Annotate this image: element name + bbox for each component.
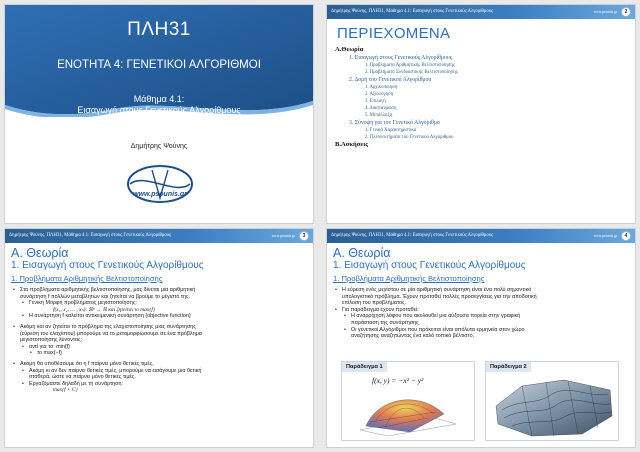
toc-subitem[interactable]: 2. Αξιολόγηση bbox=[365, 92, 394, 97]
bullet-text: • αντί για το: min{f} bbox=[13, 344, 307, 351]
course-title: ΠΛΗ31 bbox=[127, 19, 191, 40]
text-line: Ακόμη κι αν δεν παίρνει θετικές τιμές, μπορούμε να εισάγουμε μια θετική bbox=[29, 367, 202, 374]
toc-subitem[interactable]: 2. Πλεονεκτήματα του Γενετικού Αλγόριθμου bbox=[365, 135, 454, 140]
text-line: Οι γενετικοί Αλγόριθμοι που πρόκειται είναι απόλυτα ερμηνεία στον χώρο bbox=[351, 326, 525, 333]
toc-subitem[interactable]: 5. Μετάλλαξη bbox=[365, 113, 393, 118]
page-number: 4 bbox=[621, 231, 631, 241]
header-author-text: Δημήτρης Ψούνης, ΠΛΗ31, Μάθημα 4.1: Εισαγωγή στους Γενετικούς Αλγορίθμους bbox=[331, 9, 494, 14]
text-line: Η αναρρίχηση λόφου που ακολουθεί μια αύξουσα πορεία στην γραφική bbox=[351, 313, 521, 320]
table-of-contents bbox=[335, 46, 629, 149]
bullet-text bbox=[335, 327, 629, 340]
page-number: 3 bbox=[299, 231, 309, 241]
bullet-text: • H συνάρτηση f καλείται αντικειμενική συνάρτηση (objective function) bbox=[13, 313, 307, 320]
bullet-text: • Γενική Μορφή προβλήματος μεγιστοποίησης: bbox=[13, 300, 307, 307]
bullet-text bbox=[13, 324, 307, 344]
example-1-panel bbox=[341, 361, 475, 441]
slide-title bbox=[4, 4, 314, 224]
lesson-title: Εισαγωγή στους Γενετικούς Αλγορίθμους bbox=[77, 105, 241, 115]
formula: f(x₁, x₂, … , xₙ): ℝⁿ → ℝ και ζητείται το max{f} bbox=[53, 306, 156, 313]
example-2-panel bbox=[485, 361, 619, 441]
header-site: www.psounis.gr bbox=[271, 234, 295, 238]
author-name: Δημήτρης Ψούνης bbox=[130, 143, 188, 150]
toc-subitem[interactable]: 2. Προβλήματα Συνδυαστικής Βελτιστοποίησης bbox=[365, 70, 458, 75]
header-site: www.psounis.gr bbox=[593, 234, 617, 238]
slide-theory-2 bbox=[326, 228, 636, 448]
header-author-text: Δημήτρης Ψούνης, ΠΛΗ31, Μάθημα 4.1: Εισαγωγή στους Γενετικούς Αλγορίθμους bbox=[331, 233, 494, 238]
bullet-text: • Εργαζόμαστε δηλαδή με τη συνάρτηση: bbox=[13, 381, 307, 388]
topic-heading: 1. Προβλήματα Αριθμητικής Βελτιστοποίησης bbox=[333, 274, 485, 283]
toc-subitem[interactable]: 1. Γενικά Χαρακτηριστικά bbox=[365, 128, 417, 133]
bullet-text: • Ακόμη θα υποθέσουμε ότι η f παίρνει μόνο θετικές τιμές. bbox=[13, 361, 307, 368]
toc-item[interactable]: 3. Σύνοψη για τον Γενετικό Αλγόριθμο bbox=[349, 120, 440, 126]
text-line: Ακόμη και αν ζητείται το πρόβλημα της ελαχιστοποίησης μιας συνάρτησης bbox=[20, 323, 196, 330]
toc-subitem[interactable]: 1. Αρχικοποίηση bbox=[365, 85, 398, 90]
slide-header bbox=[5, 229, 313, 243]
bullet-text bbox=[335, 313, 629, 326]
toc-subitem[interactable]: 1. Προβλήματα Αριθμητικής Βελτιστοποίησης bbox=[365, 63, 455, 68]
example-2-label: Παράδειγμα 2 bbox=[486, 362, 531, 372]
section-heading: Α. Θεωρία bbox=[333, 246, 391, 260]
text-line: Στα προβλήματα αριθμητικής βελτιστοποίησης, μας δίνεται μια αριθμητική bbox=[20, 287, 196, 293]
page-number: 2 bbox=[621, 7, 631, 17]
text-line: (εύρεση του ελαχίστου) μπορούμε να το μεταμορφώσουμε σε ένα πρόβλημα bbox=[20, 330, 202, 337]
slide-theory-1 bbox=[4, 228, 314, 448]
contents-title: ΠΕΡΙΕΧΟΜΕΝΑ bbox=[337, 25, 451, 42]
text-line: Η εύρεση ενός μεγίστου σε μία αριθμητική συνάρτηση είναι ένα πολύ σημαντικό bbox=[342, 287, 532, 293]
text-line: συνάρτηση f πολλών μεταβλητών και ζητείται να βρούμε το μέγιστό της. bbox=[20, 293, 191, 300]
bullet-text bbox=[13, 287, 307, 300]
site-link[interactable]: www.psounis.gr bbox=[133, 191, 187, 198]
example-1-label: Παράδειγμα 1 bbox=[342, 362, 387, 372]
example-1-formula: f(x, y) = −x² − y² bbox=[372, 376, 424, 385]
bullet-text: • το max{−f} bbox=[13, 350, 307, 357]
chapter-heading: 1. Εισαγωγή στους Γενετικούς Αλγορίθμους bbox=[11, 260, 204, 271]
text-line: επίλυση του προβλήματος. bbox=[342, 300, 407, 307]
toc-item[interactable]: 2. Δομή του Γενετικού Αλγορίθμου bbox=[349, 77, 432, 83]
text-line: υπολογιστικό πρόβλημα. Έχουν προταθεί πολλές προσεγγίσεις για την αποδοτική bbox=[342, 293, 537, 300]
formula: max{f + C} bbox=[53, 387, 78, 394]
toc-exercises[interactable]: Β.Ασκήσεις bbox=[335, 141, 369, 148]
bullet-text: • Για παράδειγμα έχουν προταθεί: bbox=[335, 307, 629, 314]
slide-body bbox=[13, 287, 307, 394]
toc-subitem[interactable]: 4. Διασταύρωση bbox=[365, 106, 397, 111]
paraboloid-surface-plot bbox=[348, 384, 468, 440]
slide-contents bbox=[326, 4, 636, 224]
header-site: www.psounis.gr bbox=[593, 10, 617, 14]
topic-heading: 1. Προβλήματα Αριθμητικής Βελτιστοποίησης bbox=[11, 274, 163, 283]
slide-header bbox=[327, 5, 635, 19]
bullet-text bbox=[13, 368, 307, 381]
text-line: σταθερά, ώστε να παίρνει μόνο θετικές τιμές. bbox=[29, 374, 136, 381]
unit-title: ΕΝΟΤΗΤΑ 4: ΓΕΝΕΤΙΚΟΙ ΑΛΓΟΡΙΘΜΟΙ bbox=[57, 59, 261, 71]
toc-theory[interactable]: Α.Θεωρία bbox=[335, 46, 364, 53]
multimodal-surface-plot bbox=[492, 376, 616, 438]
toc-subitem[interactable]: 3. Επιλογή bbox=[365, 99, 386, 104]
psounis-logo-icon bbox=[122, 162, 198, 210]
bullet-text bbox=[335, 287, 629, 307]
section-heading: Α. Θεωρία bbox=[11, 246, 69, 260]
text-line: μεγιστοποίησης λύνοντας: bbox=[20, 337, 83, 344]
toc-item[interactable]: 1. Εισαγωγή στους Γενετικούς Αλγορίθμους bbox=[349, 55, 453, 61]
lesson-number: Μάθημα 4.1: bbox=[133, 94, 185, 104]
text-line: παράσταση της συνάρτησης bbox=[351, 319, 419, 326]
chapter-heading: 1. Εισαγωγή στους Γενετικούς Αλγορίθμους bbox=[333, 260, 526, 271]
slide-header bbox=[327, 229, 635, 243]
slide-body bbox=[335, 287, 629, 340]
text-line: αναζήτησης αναζητώντας ένα καλό τοπικό βέλτιστο. bbox=[351, 333, 475, 340]
header-author-text: Δημήτρης Ψούνης, ΠΛΗ31, Μάθημα 4.1: Εισαγωγή στους Γενετικούς Αλγορίθμους bbox=[9, 233, 172, 238]
